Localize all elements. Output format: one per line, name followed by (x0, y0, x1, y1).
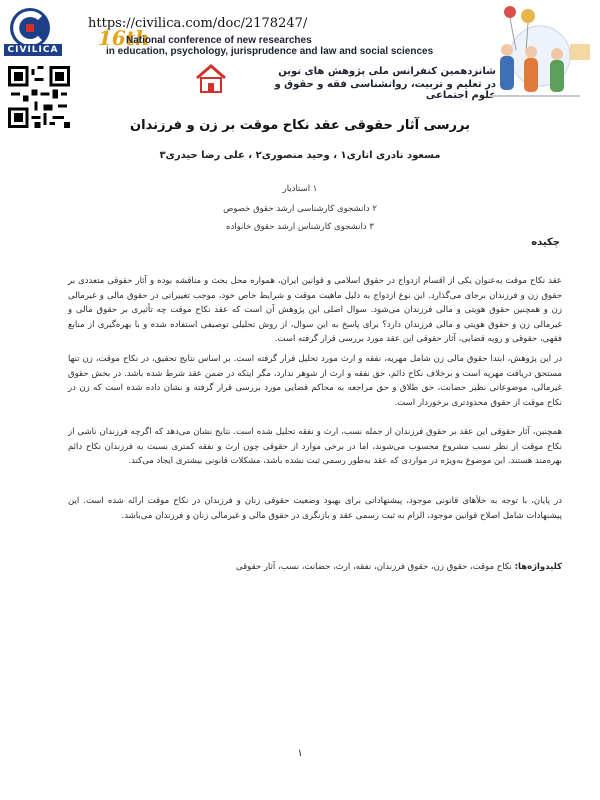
conference-illustration (470, 4, 596, 114)
paper-title: بررسی آثار حقوقی عقد نکاح موقت بر زن و فرزندان (130, 118, 470, 133)
affiliation-3: ۳ دانشجوی کارشناس ارشد حقوق خانواده (226, 222, 374, 232)
abstract-paragraph: در پایان، با توجه به خلأهای قانونی موجود، پیشنهاداتی برای بهبود وضعیت حقوقی زنان و فرزندان در نکاح موقت ارائه شده است. این پیشنهادات شامل اصلاح قوانین موجود، الزام به ثبت رسمی عقد و بازنگری در حقوق مالی و غیرمالی زنان و فرزندان می‌باشد. (68, 496, 562, 521)
keywords-label: کلیدواژه‌ها: (514, 562, 562, 572)
keywords-list: نکاح موقت، حقوق زن، حقوق فرزندان، نفقه، ارث، حضانت، نسب، آثار حقوقی (236, 562, 512, 572)
abstract-paragraph: عقد نکاح موقت به‌عنوان یکی از اقسام ازدواج در حقوق اسلامی و قوانین ایران، همواره محل بحث و مناقشه بوده و آثار حقوقی متعددی بر حقوق زن و فرزندان برجای می‌گذارد. این نوع ازدواج به دلیل ماهیت موقت و شرایط خاص خود، موجب تغییراتی در حقوق مالی و غیرمالی زن و همچنین حقوق هویتی و مالی فرزندان می‌شود. سوال اصلی این پژوهش آن است که عقد نکاح موقت چه تأثیری بر حقوق مالی و غیرمالی زن و حقوق هویتی و مالی فرزندان دارد؟ برای پاسخ به این سوال، از روش تحلیلی توصیفی استفاده شده و با بهره‌گیری از منابع فقهی، حقوقی و رویه قضایی، آثار حقوقی این عقد مورد بررسی قرار گرفته است. (68, 276, 562, 345)
conference-title-en-line2: in education, psychology, jurisprudence and law and social sciences (106, 46, 434, 57)
abstract-paragraph: در این پژوهش، ابتدا حقوق مالی زن شامل مهریه، نفقه و ارث مورد تحلیل قرار گرفته است. بر اساس نتایج تحقیق، در نکاح موقت، زن تنها مستحق دریافت مهریه است و برخلاف نکاح دائم، حق نفقه و ارث از شوهر ندارد، مگر اینکه در ضمن عقد شرط شده باشد. در بخش حقوق غیرمالی، موضوعاتی نظیر حضانت، حق طلاق و حق مراجعه به محاکم قضایی مورد بررسی قرار گرفته و نشان داده شده است که زن در نکاح موقت از حقوق محدودتری برخوردار است. (68, 354, 562, 408)
conference-house-logo (194, 62, 228, 98)
page-number: ۱ (297, 748, 303, 759)
keywords-line (68, 562, 562, 572)
civilica-logo-text: CIVILICA (4, 44, 62, 56)
paper-authors: مسعود نادری اناری۱ ، وحید منصوری۲ ، علی رضا حیدری۳ (159, 150, 441, 161)
conference-title-fa-line2: در تعلیم و تربیت، روانشناسی فقه و حقوق و علوم اجتماعی (274, 79, 496, 101)
document-url[interactable]: https://civilica.com/doc/2178247/ (88, 16, 308, 31)
conference-title-en-line1: National conference of new researches (126, 35, 312, 46)
qr-code (8, 66, 70, 128)
conference-title-fa-line1: شانزدهمین کنفرانس ملی پژوهش های نوین (278, 66, 496, 77)
abstract-heading: چکیده (531, 237, 560, 248)
affiliation-2: ۲ دانشجوی کارشناسی ارشد حقوق خصوص (223, 204, 377, 214)
affiliation-1: ۱ استادیار (282, 184, 318, 194)
conference-number: 16th (98, 26, 150, 50)
abstract-paragraph: همچنین، آثار حقوقی این عقد بر حقوق فرزندان از جمله نسب، ارث و نفقه تحلیل شده است. نتایج نشان می‌دهد که اگرچه فرزندان ناشی از نکاح موقت از نظر نسب مشروع محسوب می‌شوند، اما در برخی موارد از حقوقی چون ارث و نفقه کمتری نسبت به فرزندان نکاح دائم بهره‌مند هستند. این موضوع به‌ویژه در مواردی که عقد به‌طور رسمی ثبت نشده باشد، مشکلات قانونی بیشتری ایجاد می‌کند. (68, 427, 562, 467)
